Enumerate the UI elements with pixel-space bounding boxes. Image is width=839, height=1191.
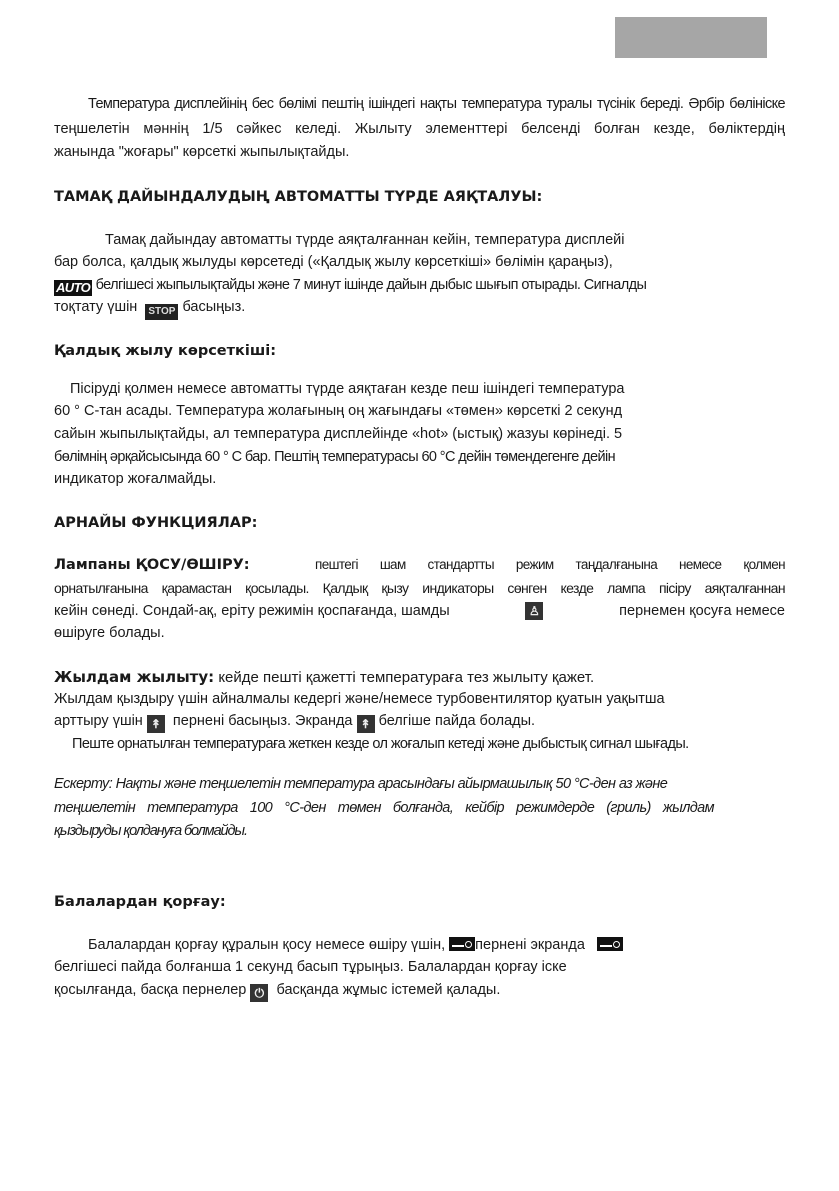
auto-icon: AUTO — [56, 280, 91, 295]
p1-line3: жанында "жоғары" көрсеткі жыпылықтайды. — [54, 144, 350, 160]
p2-line4a: тоқтату үшін — [54, 299, 138, 315]
p6-line3b: басқанда жұмыс істемей қалады. — [276, 982, 501, 998]
p1-line1: Температура дисплейінің бес бөлімі пештің ішіндегі нақты температура туралы түсінік береді. Әрбір бөлініске — [88, 96, 785, 112]
heading-special-functions: АРНАЙЫ ФУНКЦИЯЛАР: — [54, 515, 258, 531]
p2-line3: белгішесі жыпылықтайды және 7 минут ішінде дайын дыбыс шығып отырады. Сигналды — [95, 277, 647, 293]
p5-line1: кейде пешті қажетті температураға тез жылыту қажет. — [218, 669, 595, 686]
p6-line1b: пернені экранда — [475, 937, 585, 953]
fast-heat-label: Жылдам жылыту: — [54, 668, 215, 686]
heading-auto-finish: ТАМАҚ ДАЙЫНДАЛУДЫҢ АВТОМАТТЫ ТҮРДЕ АЯҚТАЛУЫ: — [54, 189, 543, 205]
note-line2: теңшелетін температура 100 °C-ден төмен болғанда, кейбір режимдерде (гриль) жылдам — [54, 800, 714, 816]
p3-line1: Пісіруді қолмен немесе автоматты түрде аяқтаған кезде пеш ішіндегі температура — [70, 381, 625, 397]
p4-line3b: пернемен қосуға немесе — [619, 603, 785, 619]
p1-line2: теңшелетін мәннің 1/5 сәйкес келеді. Жылыту элементтері белсенді болған кезде, бөліктердің — [54, 121, 785, 137]
p2-line4b: басыңыз. — [182, 299, 246, 315]
p2-line2: бар болса, қалдық жылуды көрсетеді («Қалдық жылу көрсеткіші» бөлімін қараңыз), — [54, 254, 613, 270]
p6-line1a: Балалардан қорғау құралын қосу немесе өшіру үшін, — [88, 937, 446, 953]
key-icon-display — [597, 937, 623, 951]
fast-heat-icon-display: ↟ — [357, 715, 375, 733]
p6-line3a: қосылғанда, басқа пернелер — [54, 982, 247, 998]
p4-line2: орнатылғанына қарамастан қосылады. Қалдық қызу индикаторы сөнген кезде лампа пісіру аяқталғаннан — [54, 580, 785, 596]
p4-line1: пештегі шам стандартты режим таңдалғанына немесе қолмен — [315, 557, 785, 572]
heading-residual-heat: Қалдық жылу көрсеткіші: — [54, 343, 277, 359]
p5-line3c: белгіше пайда болады. — [378, 713, 536, 729]
p4-line4: өшіруге болады. — [54, 625, 165, 641]
power-icon: ⏻ — [250, 984, 268, 1002]
lamp-icon: ♙ — [525, 602, 543, 620]
p5-line4: Пеште орнатылған температураға жеткен кезде ол жоғалып кетеді және дыбыстық сигнал шығады. — [72, 736, 689, 752]
note-line1: Ескерту: Нақты және теңшелетін температура арасындағы айырмашылық 50 °C-ден аз және — [54, 776, 668, 792]
p2-line1: Тамақ дайындау автоматты түрде аяқталғаннан кейін, температура дисплейі — [105, 232, 625, 248]
lamp-label: Лампаны ҚОСУ/ӨШІРУ: — [54, 557, 250, 573]
note-line3: қыздыруды қолдануға болмайды. — [54, 823, 247, 839]
heading-child-lock: Балалардан қорғау: — [54, 894, 226, 910]
p5-line3a: арттыру үшін — [54, 713, 143, 729]
header-gray-box — [615, 17, 767, 58]
p3-line4: бөлімнің әрқайсысында 60 ° C бар. Пештің температурасы 60 °C дейін төмендегенге дейін — [54, 449, 616, 465]
fast-heat-icon: ↟ — [147, 715, 165, 733]
key-icon — [449, 937, 475, 951]
p6-line2: белгішесі пайда болғанша 1 секунд басып тұрыңыз. Балалардан қорғау іске — [54, 959, 567, 975]
p3-line5: индикатор жоғалмайды. — [54, 471, 217, 487]
p5-line3b: пернені басыңыз. Экранда — [172, 713, 353, 729]
p4-line3a: кейін сөнеді. Сондай-ақ, еріту режимін қоспағанда, шамды — [54, 603, 450, 619]
p3-line2: 60 ° C-тан асады. Температура жолағының оң жағындағы «төмен» көрсеткі 2 секунд — [54, 403, 623, 419]
stop-icon: STOP — [145, 304, 178, 320]
p3-line3: сайын жыпылықтайды, ал температура дисплейінде «hot» (ыстық) жазуы көрінеді. 5 — [54, 426, 623, 442]
p5-line2: Жылдам қыздыру үшін айналмалы кедергі және/немесе турбовентилятор қуатын уақытша — [54, 691, 665, 707]
